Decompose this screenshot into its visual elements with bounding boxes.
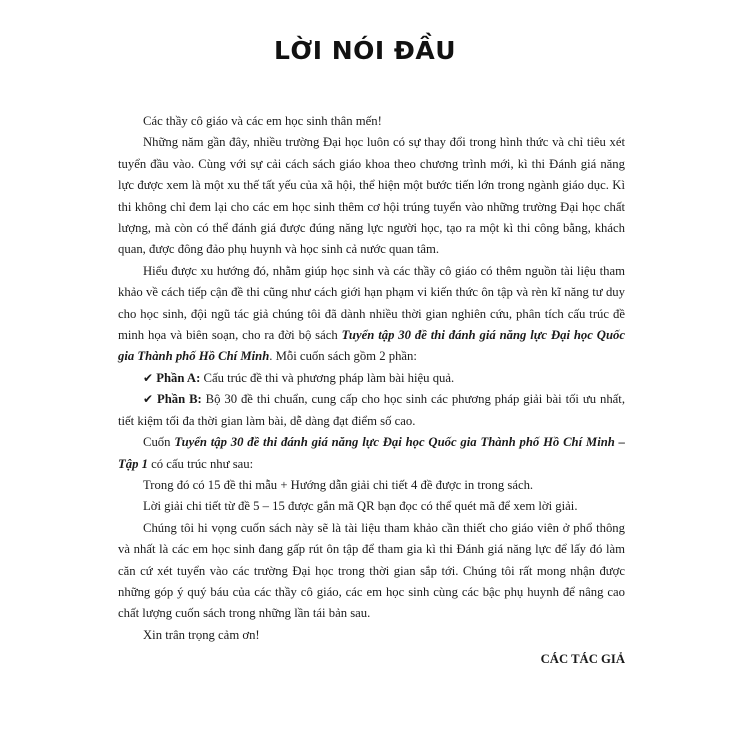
checkmark-icon: ✔ [143,370,154,385]
volume-paragraph [118,432,625,475]
part-b-item [118,389,625,432]
hope-paragraph: Chúng tôi hi vọng cuốn sách này sẽ là tài liệu tham khảo cần thiết cho giáo viên ở phổ thông và nhất là các em học sinh đang gấp rút ôn tập để tham gia kì thi Đánh giá năng lực để lấy đó làm căn cứ xét tuyển vào các trường Đại học trong thời gian sắp tới. Chúng tôi rất mong nhận được những góp ý quý báu của các thầy cô giáo, các em học sinh cùng các bậc phụ huynh để nâng cao chất lượng cuốn sách trong những lần tái bản sau. [118,520,625,621]
intro-paragraph: Những năm gần đây, nhiều trường Đại học luôn có sự thay đổi trong hình thức và chỉ tiêu xét tuyển đầu vào. Cùng với sự cải cách sách giáo khoa theo chương trình mới, kì thi Đánh giá năng lực được xem là một xu thế tất yếu của xã hội, thể hiện một bước tiến lớn trong ngành giáo dục. Kì thi không chỉ đem lại cho các em học sinh thêm cơ hội trúng tuyển vào những trường Đại học chất lượng, mà còn có thể đánh giá được đúng năng lực người học, tạo ra một kì thi công bằng, khách quan, được đông đảo phụ huynh và học sinh cả nước quan tâm. [118,135,625,257]
checkmark-icon: ✔ [143,392,154,407]
contents-paragraph: Trong đó có 15 đề thi mẫu + Hướng dẫn giải chi tiết 4 đề được in trong sách. [143,477,534,492]
part-b-text: Bộ 30 đề thi chuẩn, cung cấp cho học sinh các phương pháp giải bài tối ưu nhất, tiết kiệm tối đa thời gian làm bài, dễ dàng đạt điểm số cao. [118,392,625,428]
purpose-text-before: Hiểu được xu hướng đó, nhằm giúp học sinh và các thầy cô giáo có thêm nguồn tài liệu tham khảo về cách tiếp cận đề thi cũng như cách giới hạn phạm vi kiến thức ôn tập và rèn kĩ năng tư duy cho học sinh, đội ngũ tác giả chúng tôi đã dành nhiều thời gian nghiên cứu, phân tích cấu trúc đề minh họa và biên soạn, cho ra đời bộ sách [118,263,625,343]
purpose-paragraph [118,261,625,368]
part-b-label: Phần B: [156,392,202,407]
qr-paragraph: Lời giải chi tiết từ đề 5 – 15 được gắn mã QR bạn đọc có thể quét mã để xem lời giải. [143,499,578,514]
volume-prefix: Cuốn [143,435,175,450]
closing-paragraph: Xin trân trọng cảm ơn! [143,627,260,642]
greeting-paragraph: Các thầy cô giáo và các em học sinh thân mến! [143,114,382,128]
book-title: Tuyển tập 30 đề thi đánh giá năng lực Đại học Quốc gia Thành phố Hồ Chí Minh [118,328,625,364]
purpose-text-after: . Mỗi cuốn sách gồm 2 phần: [269,349,417,364]
part-a-text: Cấu trúc đề thi và phương pháp làm bài hiệu quả. [200,370,455,385]
volume-suffix: có cấu trúc như sau: [147,456,254,471]
preface-body [118,111,625,671]
page-title: LỜI NÓI ĐẦU [273,36,457,65]
signature: CÁC TÁC GIẢ [540,652,625,667]
part-a-label: Phần A: [156,370,201,385]
part-a-item [118,368,625,389]
volume-book-title: Tuyển tập 30 đề thi đánh giá năng lực Đại học Quốc gia Thành phố Hồ Chí Minh – Tập 1 [118,435,626,471]
